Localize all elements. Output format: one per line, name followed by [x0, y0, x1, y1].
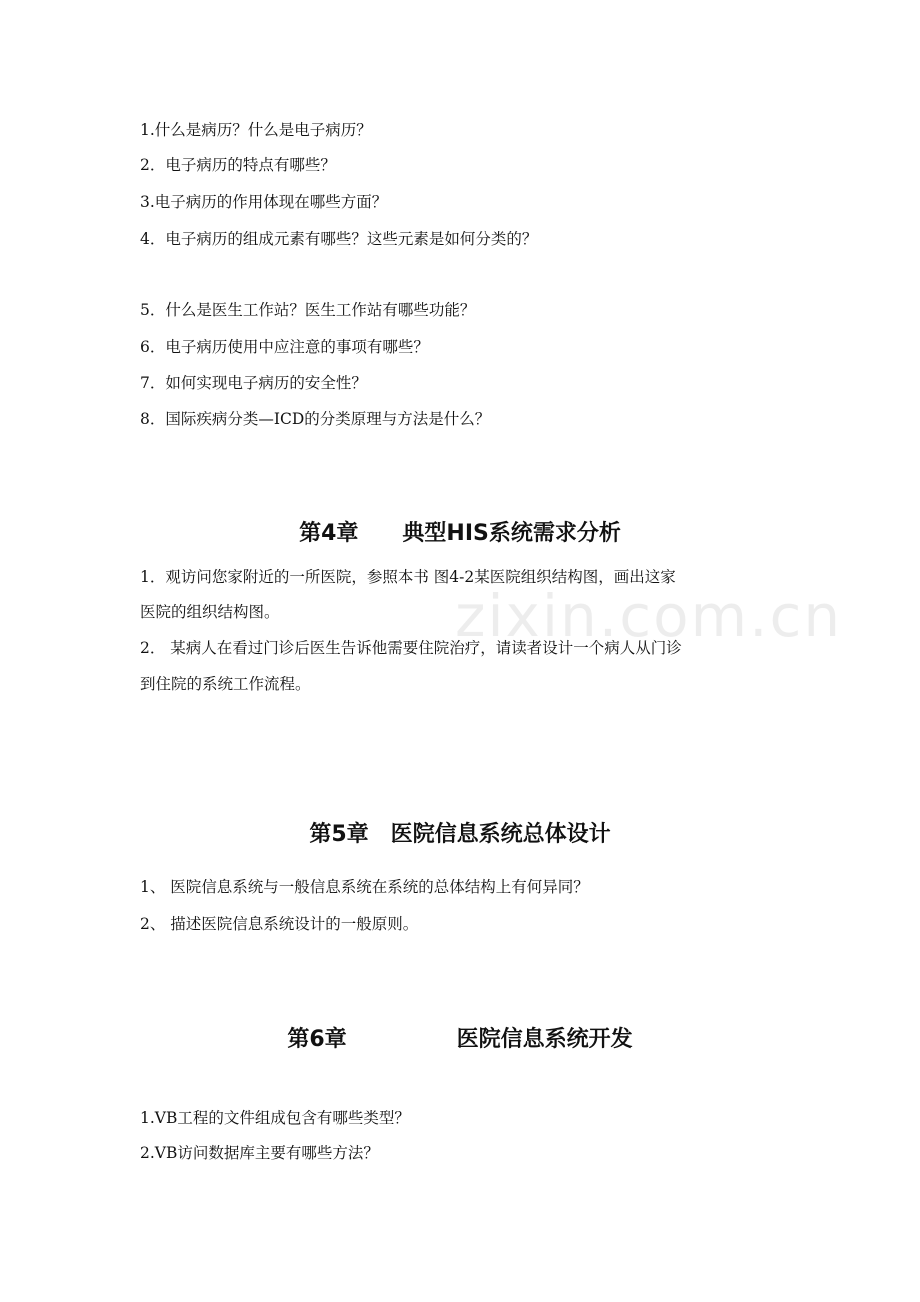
question-item-continuation: 到住院的系统工作流程。	[140, 675, 311, 693]
chapter-heading: 第6章 医院信息系统开发	[287, 1027, 633, 1052]
question-item: 8．国际疾病分类—ICD的分类原理与方法是什么？	[140, 410, 491, 428]
question-item: 2．电子病历的特点有哪些？	[140, 156, 336, 174]
question-item: 2、 描述医院信息系统设计的一般原则。	[140, 915, 419, 933]
chapter-heading: 第4章 典型HIS系统需求分析	[299, 521, 621, 546]
question-item: 2． 某病人在看过门诊后医生告诉他需要住院治疗，请读者设计一个病人从门诊	[140, 639, 682, 657]
question-item: 2.VB访问数据库主要有哪些方法？	[140, 1144, 379, 1162]
question-item: 1、 医院信息系统与一般信息系统在系统的总体结构上有何异同？	[140, 878, 589, 896]
question-item-continuation: 医院的组织结构图。	[140, 603, 280, 621]
question-item: 1.VB工程的文件组成包含有哪些类型？	[140, 1109, 410, 1127]
question-item: 1．观访问您家附近的一所医院，参照本书 图4-2某医院组织结构图，画出这家	[140, 568, 676, 586]
watermark: zixin.com.cn	[455, 582, 843, 650]
question-item: 4．电子病历的组成元素有哪些？这些元素是如何分类的？	[140, 230, 538, 248]
question-item: 7．如何实现电子病历的安全性？	[140, 374, 367, 392]
question-item: 5．什么是医生工作站？医生工作站有哪些功能？	[140, 301, 476, 319]
question-item: 3.电子病历的作用体现在哪些方面？	[140, 193, 388, 211]
chapter-heading: 第5章 医院信息系统总体设计	[309, 822, 611, 847]
question-item: 6．电子病历使用中应注意的事项有哪些？	[140, 338, 429, 356]
question-item: 1.什么是病历？什么是电子病历？	[140, 121, 372, 139]
